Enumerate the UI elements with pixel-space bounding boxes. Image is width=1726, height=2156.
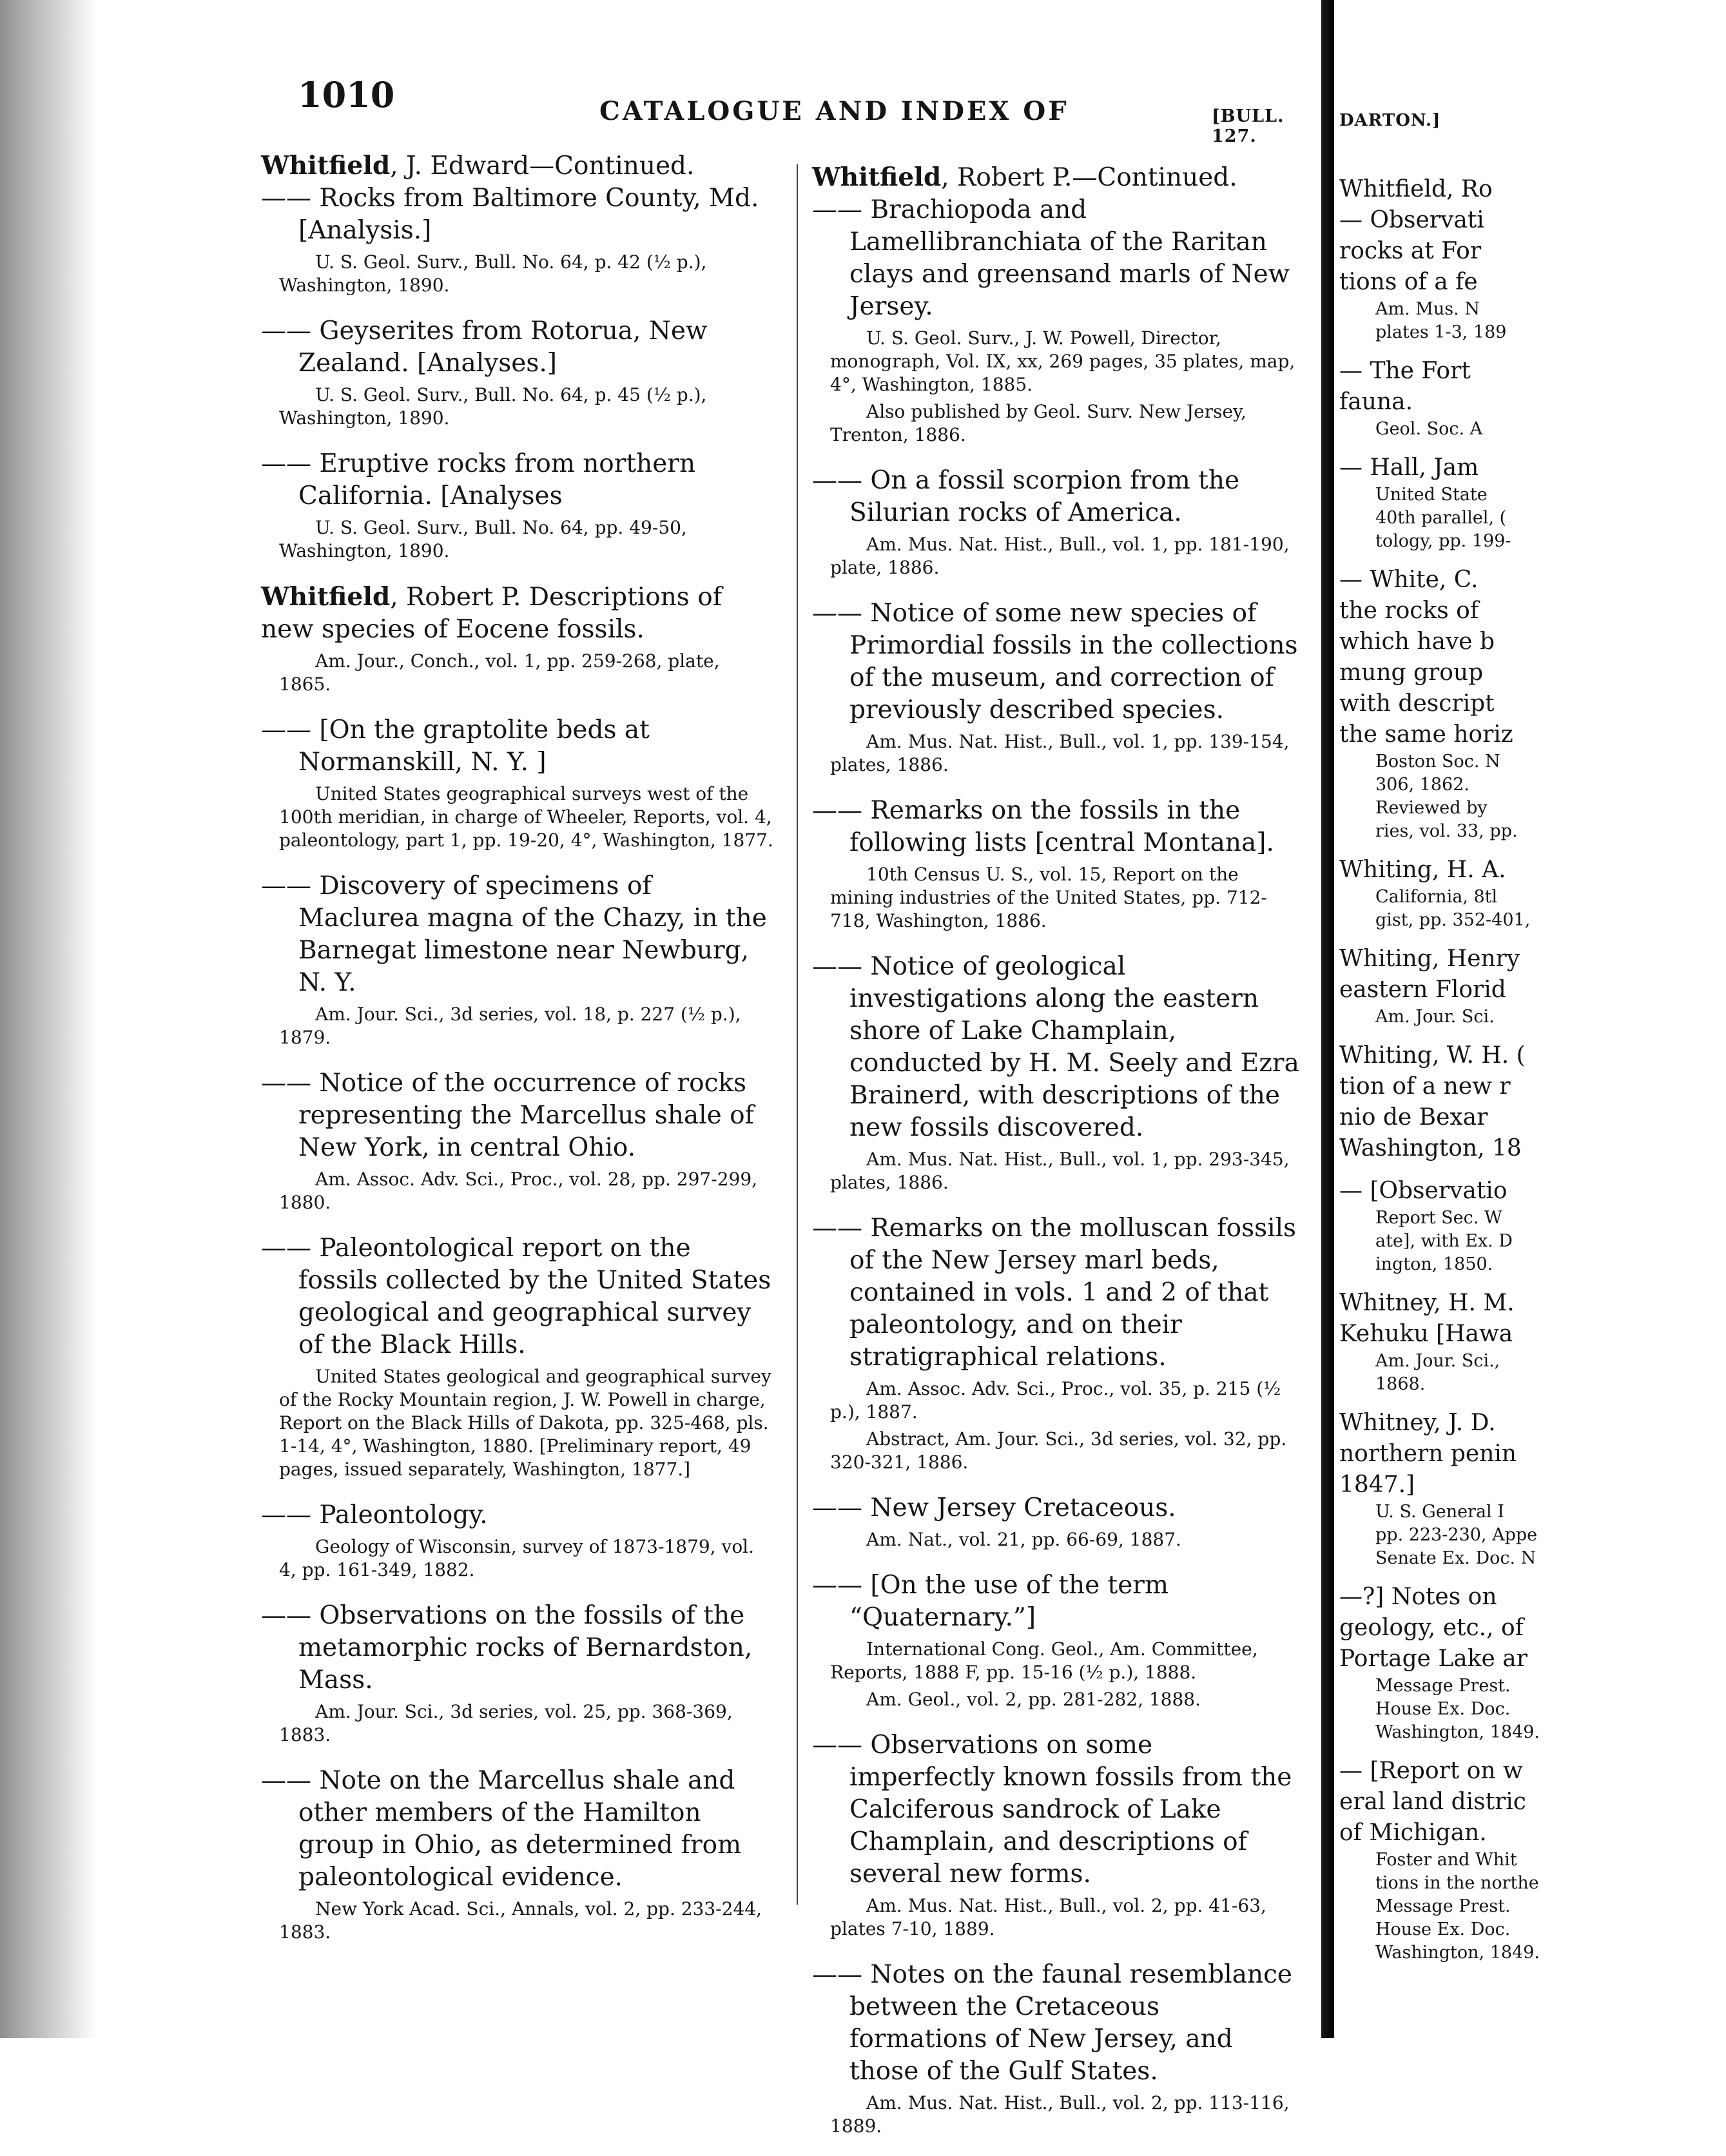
adjacent-page-line: Washington, 1849. [1375, 1943, 1540, 1963]
adjacent-page-line: geology, etc., of [1339, 1615, 1524, 1641]
adjacent-page-line: — White, C. [1339, 567, 1479, 593]
entry-title: —— On a fossil scorpion from the Silurian rocks of America. [812, 466, 1240, 527]
right-column [812, 161, 1302, 2156]
author-rest: , J. Edward—Continued. [390, 151, 695, 180]
adjacent-page-line: 40th parallel, ( [1375, 508, 1507, 528]
adjacent-page-line: which have b [1339, 628, 1495, 655]
bibliography-entry [812, 1729, 1302, 1941]
entry-citation: U. S. Geol. Surv., Bull. No. 64, p. 45 (½ p.), Washington, 1890. [279, 384, 707, 429]
entry-citation: Am. Jour. Sci., 3d series, vol. 25, pp. 368-369, 1883. [279, 1701, 733, 1745]
adjacent-page-line: Reviewed by [1375, 798, 1488, 818]
entry-title: —— [On the use of the term “Quaternary.”] [812, 1571, 1168, 1632]
bibliography-entry [261, 1067, 777, 1214]
author-name: Whitfield [261, 151, 391, 180]
adjacent-page-line: fauna. [1339, 389, 1413, 415]
entry-citation: International Cong. Geol., Am. Committee, Reports, 1888 F, pp. 15-16 (½ p.), 1888. [830, 1638, 1258, 1683]
page-edge [1321, 0, 1334, 2038]
adjacent-page-line: —?] Notes on [1339, 1584, 1497, 1610]
adjacent-page-line: tion of a new r [1339, 1073, 1511, 1100]
bibliography-entry [261, 1499, 777, 1582]
adjacent-page-line: ries, vol. 33, pp. [1375, 821, 1518, 841]
bibliography-entry [261, 1765, 777, 1944]
bibliography-entry [261, 1232, 777, 1481]
adjacent-page [1334, 0, 1540, 2038]
entry-title: —— Notice of geological investigations along the eastern shore of Lake Champlain, conducted by H. M. Seely and Ezra Brainerd, with descriptions of the new fossils discovered. [812, 952, 1299, 1142]
adjacent-page-line: — Hall, Jam [1339, 454, 1479, 481]
adjacent-page-line: Boston Soc. N [1375, 752, 1500, 772]
adjacent-page-line: 1868. [1375, 1374, 1426, 1394]
entry-citation-secondary: Also published by Geol. Surv. New Jersey, Trenton, 1886. [830, 401, 1247, 445]
adjacent-page-lines [1339, 174, 1726, 1965]
entry-citation: Am. Mus. Nat. Hist., Bull., vol. 2, pp. 113-116, 1889. [830, 2092, 1290, 2137]
adjacent-page-line: ington, 1850. [1375, 1254, 1493, 1274]
entry-citation: U. S. Geol. Surv., Bull. No. 64, pp. 49-50, Washington, 1890. [279, 517, 687, 561]
adjacent-page-line: ate], with Ex. D [1375, 1231, 1513, 1251]
entry-title: —— Eruptive rocks from northern California. [Analyses [261, 449, 696, 510]
entry-title: —— Notes on the faunal resemblance between the Cretaceous formations of New Jersey, and those of the Gulf States. [812, 1960, 1292, 2086]
adjacent-page-line: Geol. Soc. A [1375, 419, 1483, 439]
adjacent-page-line: California, 8tl [1375, 887, 1498, 907]
entry-title: —— Notice of some new species of Primordial fossils in the collections of the museum, and correction of previously described species. [812, 599, 1298, 724]
entry-title: —— Discovery of specimens of Maclurea magna of the Chazy, in the Barnegat limestone near Newburg, N. Y. [261, 871, 767, 997]
adjacent-page-header: DARTON.] [1339, 111, 1441, 130]
entry-title: —— Brachiopoda and Lamellibranchiata of the Raritan clays and greensand marls of New Jersey. [812, 195, 1290, 321]
adjacent-page-line: House Ex. Doc. [1375, 1699, 1511, 1719]
adjacent-page-line: eastern Florid [1339, 976, 1506, 1003]
adjacent-page-line: Report Sec. W [1375, 1208, 1502, 1228]
adjacent-page-line: northern penin [1339, 1441, 1517, 1467]
adjacent-page-line: — The Fort [1339, 358, 1471, 384]
adjacent-page-line: Whiting, W. H. ( [1339, 1042, 1526, 1069]
entry-title: —— New Jersey Cretaceous. [812, 1493, 1176, 1522]
entry-citation: Am. Mus. Nat. Hist., Bull., vol. 2, pp. 41-63, plates 7-10, 1889. [830, 1895, 1266, 1939]
adjacent-page-line: Whiting, Henry [1339, 946, 1520, 972]
entry-title: —— Paleontology. [261, 1500, 488, 1530]
bibliography-entry [812, 1959, 1302, 2138]
adjacent-page-line: rocks at For [1339, 238, 1482, 264]
adjacent-page-line: pp. 223-230, Appe [1375, 1525, 1538, 1545]
adjacent-page-line: Senate Ex. Doc. N [1375, 1548, 1537, 1568]
entry-citation: New York Acad. Sci., Annals, vol. 2, pp. 233-244, 1883. [279, 1898, 762, 1943]
adjacent-page-line: Portage Lake ar [1339, 1646, 1527, 1672]
adjacent-page-line: Washington, 18 [1339, 1135, 1522, 1161]
bibliography-entry [812, 597, 1302, 777]
adjacent-page-line: — Observati [1339, 207, 1484, 233]
adjacent-page-line: Whitfield, Ro [1339, 176, 1493, 202]
entry-citation: U. S. Geol. Surv., Bull. No. 64, p. 42 (½ p.), Washington, 1890. [279, 251, 707, 296]
entry-citation: Am. Assoc. Adv. Sci., Proc., vol. 28, pp. 297-299, 1880. [279, 1169, 758, 1213]
entry-title: —— Geyserites from Rotorua, New Zealand. [Analyses.] [261, 316, 708, 378]
adjacent-page-line: Am. Mus. N [1375, 299, 1480, 319]
adjacent-page-line: gist, pp. 352-401, [1375, 910, 1531, 930]
entry-title: —— Remarks on the fossils in the following lists [central Montana]. [812, 796, 1274, 857]
bibliography-entry [812, 1492, 1302, 1551]
adjacent-page-line: — [Observatio [1339, 1178, 1508, 1204]
adjacent-page-line: of Michigan. [1339, 1820, 1487, 1846]
bibliography-entry [812, 1569, 1302, 1711]
entry-title: —— Remarks on the molluscan fossils of the New Jersey marl beds, contained in vols. 1 and 2 of that paleontology, and on their stratigraphical relations. [812, 1214, 1297, 1372]
entry-citation: U. S. Geol. Surv., J. W. Powell, Director, monograph, Vol. IX, xx, 269 pages, 35 plates, map, 4°, Washington, 1885. [830, 327, 1295, 395]
adjacent-page-line: 1847.] [1339, 1471, 1415, 1498]
adjacent-page-line: eral land distric [1339, 1789, 1526, 1815]
bibliography-entry [812, 795, 1302, 933]
page-number: 1010 [298, 74, 395, 115]
adjacent-page-line: tology, pp. 199- [1375, 531, 1511, 551]
author-name: Whitfield [812, 162, 942, 192]
adjacent-page-line: the same horiz [1339, 721, 1513, 748]
author-name: Whitfield [261, 582, 391, 612]
adjacent-page-line: Am. Jour. Sci. [1375, 1007, 1495, 1027]
adjacent-page-line: U. S. General I [1375, 1502, 1504, 1522]
entry-citation: Am. Mus. Nat. Hist., Bull., vol. 1, pp. 139-154, plates, 1886. [830, 731, 1290, 775]
entry-citation: Geology of Wisconsin, survey of 1873-1879, vol. 4, pp. 161-349, 1882. [279, 1536, 755, 1580]
entry-citation: 10th Census U. S., vol. 15, Report on the mining industries of the United States, pp. 712-718, Washington, 1886. [830, 864, 1267, 931]
author-rest: , Robert P. Descriptions of new species of Eocene fossils. [261, 583, 722, 644]
bibliography-entry [261, 1600, 777, 1747]
entry-citation: Am. Assoc. Adv. Sci., Proc., vol. 35, p. 215 (½ p.), 1887. [830, 1378, 1281, 1423]
page-header [0, 68, 1321, 146]
adjacent-page-line: Am. Jour. Sci., [1375, 1351, 1500, 1371]
bibliography-entry [261, 581, 777, 696]
adjacent-page-line: tions of a fe [1339, 269, 1478, 295]
entry-title: —— Paleontological report on the fossils collected by the United States geological and geographical survey of the Black Hills. [261, 1234, 771, 1359]
bibliography-entry [261, 315, 777, 430]
entry-citation: United States geographical surveys west of the 100th meridian, in charge of Wheeler, Reports, vol. 4, paleontology, part 1, pp. 19-20, 4°, Washington, 1877. [279, 783, 773, 851]
entry-citation: Am. Mus. Nat. Hist., Bull., vol. 1, pp. 293-345, plates, 1886. [830, 1149, 1290, 1193]
adjacent-page-line: — [Report on w [1339, 1758, 1523, 1784]
adjacent-page-line: House Ex. Doc. [1375, 1919, 1511, 1939]
adjacent-page-line: Whitney, H. M. [1339, 1290, 1515, 1316]
entry-citation: United States geological and geographical survey of the Rocky Mountain region, J. W. Powell in charge, Report on the Black Hills of Dakota, pp. 325-468, pls. 1-14, 4°, Washington, 1880. [Preliminary report, 49 pages, issued separately, Washington, 1877.] [279, 1366, 771, 1480]
bibliography-entry [812, 161, 1302, 447]
adjacent-page-line: tions in the northe [1375, 1873, 1539, 1893]
adjacent-page-line: Message Prest. [1375, 1676, 1511, 1696]
adjacent-page-line: United State [1375, 485, 1488, 505]
entry-citation-secondary: Am. Geol., vol. 2, pp. 281-282, 1888. [866, 1689, 1201, 1710]
adjacent-page-line: Message Prest. [1375, 1896, 1511, 1916]
adjacent-page-line: mung group [1339, 659, 1484, 686]
entry-citation-secondary: Abstract, Am. Jour. Sci., 3d series, vol. 32, pp. 320-321, 1886. [830, 1428, 1287, 1473]
bibliography-entry [812, 1212, 1302, 1474]
column-divider [797, 164, 798, 1905]
entry-title: —— [On the graptolite beds at Normanskill, N. Y. ] [261, 715, 650, 777]
author-rest: , Robert P.—Continued. [941, 163, 1237, 192]
entry-citation: Am. Jour., Conch., vol. 1, pp. 259-268, plate, 1865. [279, 650, 720, 695]
adjacent-page-line: Washington, 1849. [1375, 1722, 1540, 1742]
adjacent-page-line: with descript [1339, 690, 1495, 717]
bibliography-entry [812, 951, 1302, 1194]
adjacent-page-line: Whiting, H. A. [1339, 857, 1506, 883]
adjacent-page-line: Whitney, J. D. [1339, 1410, 1496, 1436]
adjacent-page-line: Foster and Whit [1375, 1850, 1517, 1870]
bibliography-entry [261, 714, 777, 852]
adjacent-page-line: the rocks of [1339, 597, 1479, 624]
entry-title: —— Rocks from Baltimore County, Md. [Analysis.] [261, 184, 759, 245]
bibliography-entry [261, 150, 777, 297]
entry-title: —— Note on the Marcellus shale and other members of the Hamilton group in Ohio, as determined from paleontological evidence. [261, 1766, 742, 1892]
bulletin-reference: [BULL. 127. [1212, 106, 1285, 146]
entry-citation: Am. Jour. Sci., 3d series, vol. 18, p. 227 (½ p.), 1879. [279, 1004, 741, 1048]
running-title: CATALOGUE AND INDEX OF [599, 96, 1069, 126]
bibliography-entry [261, 448, 777, 563]
bibliography-entry [261, 870, 777, 1049]
adjacent-page-line: Kehuku [Hawa [1339, 1321, 1513, 1347]
entry-title: —— Observations on some imperfectly known fossils from the Calciferous sandrock of Lake Champlain, and descriptions of several new forms. [812, 1731, 1292, 1889]
adjacent-page-line: nio de Bexar [1339, 1104, 1488, 1131]
entry-title: —— Observations on the fossils of the metamorphic rocks of Bernardston, Mass. [261, 1601, 753, 1695]
adjacent-page-line: 306, 1862. [1375, 775, 1469, 795]
adjacent-page-line: plates 1-3, 189 [1375, 322, 1507, 342]
bibliography-entry [812, 465, 1302, 579]
entry-citation: Am. Mus. Nat. Hist., Bull., vol. 1, pp. 181-190, plate, 1886. [830, 534, 1290, 578]
entry-citation: Am. Nat., vol. 21, pp. 66-69, 1887. [866, 1529, 1181, 1550]
entry-title: —— Notice of the occurrence of rocks representing the Marcellus shale of New York, in central Ohio. [261, 1069, 754, 1162]
left-column [261, 150, 777, 1962]
